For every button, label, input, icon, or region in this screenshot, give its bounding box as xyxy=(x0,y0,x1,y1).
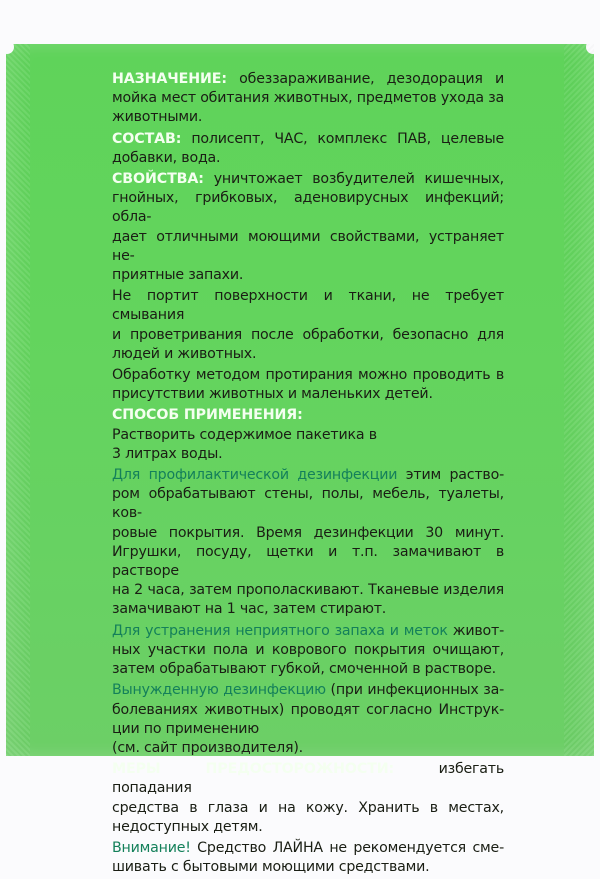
properties-text: людей и животных. xyxy=(112,345,257,362)
properties-text: дает отличными моющими свойствами, устраняет не- xyxy=(112,228,504,264)
usage-dissolve-text: 3 литрах воды. xyxy=(112,445,223,462)
accent-prophylactic: Для профилактической дезинфекции xyxy=(112,467,398,484)
purpose-text: животными. xyxy=(112,109,203,126)
section-purpose xyxy=(112,70,504,128)
prophylactic-text: на 2 часа, затем прополаскивают. Тканевые изделия xyxy=(112,582,504,599)
prophylactic-text: ром обрабатывают стены, полы, мебель, туалеты, ков- xyxy=(112,486,504,522)
accent-warning: Внимание! xyxy=(112,839,191,856)
section-composition xyxy=(112,130,504,168)
package-notch-left xyxy=(0,40,14,54)
accent-forced: Вынужденную дезинфекцию xyxy=(112,682,326,699)
forced-text: (см. сайт производителя). xyxy=(112,739,303,756)
heading-usage: СПОСОБ ПРИМЕНЕНИЯ: xyxy=(112,407,303,424)
odor-text: ных участки пола и коврового покрытия очищают, xyxy=(112,641,504,658)
properties-text: уничтожает возбудителей кишечных, xyxy=(203,171,504,188)
composition-text: добавки, вода. xyxy=(112,149,221,166)
usage-odor xyxy=(112,622,504,680)
accent-odor: Для устранения неприятного запаха и меток xyxy=(112,622,448,639)
prophylactic-text: замачивают на 1 час, затем стирают. xyxy=(112,601,387,618)
heading-properties: СВОЙСТВА: xyxy=(112,171,204,188)
precautions-text: избегать попадания xyxy=(112,761,504,797)
odor-text: живот- xyxy=(447,622,504,639)
purpose-text: мойка мест обитания животных, предметов ухода за xyxy=(112,90,504,107)
prophylactic-text: Игрушки, посуду, щетки и т.п. замачивают в растворе xyxy=(112,543,504,580)
usage-dissolve-text: Растворить содержимое пакетика в xyxy=(112,426,377,443)
section-usage xyxy=(112,406,504,464)
section-precautions xyxy=(112,760,504,837)
prophylactic-text: этим раство- xyxy=(397,467,504,484)
heading-composition: СОСТАВ: xyxy=(112,130,182,147)
heading-precautions: МЕРЫ ПРЕДОСТОРОЖНОСТИ: xyxy=(112,761,395,778)
heading-purpose: НАЗНАЧЕНИЕ: xyxy=(112,71,227,87)
composition-text: полисепт, ЧАС, комплекс ПАВ, целевые xyxy=(181,130,504,147)
properties-extra-wiping xyxy=(112,366,504,404)
warning-text: шивать с бытовыми моющими средствами. xyxy=(112,859,430,876)
precautions-text: недоступных детям. xyxy=(112,818,263,835)
usage-forced xyxy=(112,681,504,758)
section-warning xyxy=(112,839,504,877)
properties-text: Обработку методом протирания можно проводить в xyxy=(112,367,504,384)
purpose-text: обеззараживание, дезодорация и xyxy=(226,71,504,87)
usage-prophylactic xyxy=(112,466,504,620)
prophylactic-text: ровые покрытия. Время дезинфекции 30 минут. xyxy=(112,524,504,541)
forced-text: ции по применению xyxy=(112,720,260,737)
section-properties xyxy=(112,170,504,285)
properties-text: приятные запахи. xyxy=(112,267,244,284)
instructions-text xyxy=(112,70,504,879)
properties-extra-safety xyxy=(112,287,504,364)
warning-text: Средство ЛАЙНА не рекомендуется сме- xyxy=(190,839,504,856)
properties-text: присутствии животных и маленьких детей. xyxy=(112,386,433,403)
properties-text: Не портит поверхности и ткани, не требует смывания xyxy=(112,288,504,324)
properties-text: гнойных, грибковых, аденовирусных инфекций; обла- xyxy=(112,190,504,226)
package-notch-right xyxy=(586,40,600,54)
odor-text: затем обрабатывают губкой, смоченной в растворе. xyxy=(112,661,496,678)
forced-text: (при инфекционных за- xyxy=(325,682,504,699)
forced-text: болеваниях животных) проводят согласно Инструк- xyxy=(112,701,504,718)
precautions-text: средства в глаза и на кожу. Хранить в местах, xyxy=(112,799,504,816)
properties-text: и проветривания после обработки, безопасно для xyxy=(112,326,504,343)
